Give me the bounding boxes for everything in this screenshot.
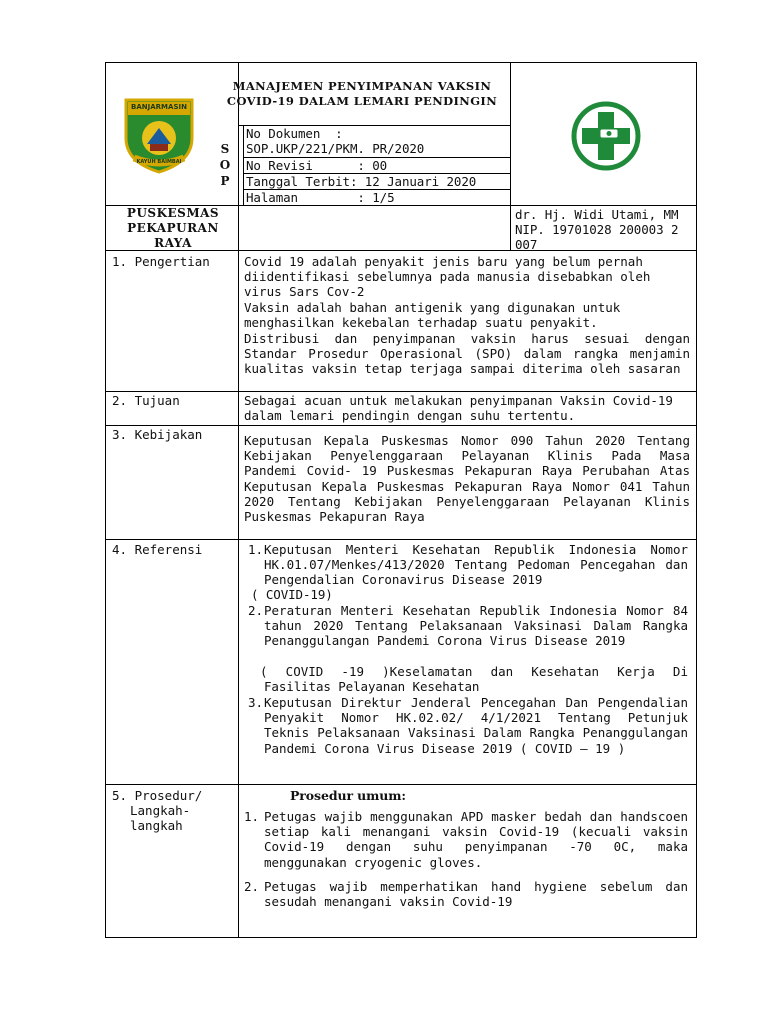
puskesmas-logo: [568, 100, 644, 172]
pengertian-paragraph-3: Distribusi dan penyimpanan vaksin harus sesuai dengan Standar Prosedur Operasional (SPO) dalam rangka menjamin kualitas vaksin tetap terjaga sampai diterima oleh sasaran: [244, 331, 690, 377]
section-label-prosedur-3: langkah: [130, 818, 183, 833]
section-label-tujuan: 2. Tujuan: [112, 393, 180, 408]
referensi-number-3: 3.: [248, 695, 264, 710]
header-right-divider: [510, 62, 511, 250]
banjarmasin-logo: [120, 94, 198, 174]
sop-letter-o: O: [219, 158, 231, 172]
prosedur-item-1: Petugas wajib menggunakan APD masker bedah dan handscoen setiap kali menangani vaksin Covid-19 (kecuali vaksin Covid-19 dengan suhu penyimpanan -70 0C, maka menggunakan cryogenic gloves.: [264, 809, 688, 870]
section-label-prosedur-1: 5. Prosedur/: [112, 788, 203, 803]
publish-date: Tanggal Terbit: 12 Januari 2020: [246, 174, 477, 189]
document-title: MANAJEMEN PENYIMPANAN VAKSIN COVID-19 DALAM LEMARI PENDINGIN: [226, 79, 498, 108]
pengertian-paragraph-1: Covid 19 adalah penyakit jenis baru yang belum pernah diidentifikasi sebelumnya pada manusia disebabkan oleh virus Sars Cov-2: [244, 254, 651, 300]
prosedur-heading: Prosedur umum:: [290, 788, 406, 803]
pengertian-paragraph-2: Vaksin adalah bahan antigenik yang digunakan untuk menghasilkan kekebalan terhadap suatu penyakit.: [244, 300, 621, 331]
section-label-prosedur-2: Langkah-: [130, 803, 191, 818]
logo-bottom-text: KAYUH BAIMBAI: [136, 159, 182, 165]
doc-number-label: No Dokumen :: [246, 126, 343, 141]
referensi-item-2-extra-2: Fasilitas Pelayanan Kesehatan: [264, 679, 480, 694]
prosedur-item-2: Petugas wajib memperhatikan hand hygiene sebelum dan sesudah menangani vaksin Covid-19: [264, 879, 688, 910]
row-divider-2: [105, 391, 697, 392]
table-border-top: [105, 62, 697, 63]
signer-name: dr. Hj. Widi Utami, MM: [515, 207, 679, 222]
revision-number: No Revisi : 00: [246, 158, 388, 173]
puskesmas-cross-icon: [568, 100, 644, 172]
referensi-item-1-extra: ( COVID-19): [251, 587, 333, 602]
table-border-bottom: [105, 937, 697, 938]
referensi-number-1: 1.: [248, 542, 264, 557]
sop-letter-p: P: [220, 174, 230, 188]
row-divider-5: [105, 784, 697, 785]
row-divider-3: [105, 425, 697, 426]
sop-letter-s: S: [220, 142, 230, 156]
page-number: Halaman : 1/5: [246, 190, 395, 205]
referensi-item-2-extra-1: ( COVID -19 )Keselamatan dan Kesehatan Kerja Di: [260, 664, 688, 679]
organization-name: PUSKESMAS PEKAPURAN RAYA: [126, 206, 220, 250]
prosedur-number-2: 2.: [244, 879, 260, 894]
referensi-number-2: 2.: [248, 603, 264, 618]
section-label-pengertian: 1. Pengertian: [112, 254, 210, 269]
section-label-referensi: 4. Referensi: [112, 542, 203, 557]
section-label-kebijakan: 3. Kebijakan: [112, 427, 203, 442]
referensi-item-2: Peraturan Menteri Kesehatan Republik Indonesia Nomor 84 tahun 2020 Tentang Pelaksanaan Vaksinasi Dalam Rangka Penanggulangan Pandemi Corona Virus Disease 2019: [264, 603, 688, 649]
kebijakan-text: Keputusan Kepala Puskesmas Nomor 090 Tahun 2020 Tentang Kebijakan Penyelenggaraan Pelayanan Klinis Pada Masa Pandemi Covid- 19 Puskesmas Pekapuran Raya Perubahan Atas Keputusan Kepala Puskesmas Pekapuran Raya Nomor 041 Tahun 2020 Tentang Kebijakan Penyelenggaraan Pelayanan Klinis Puskesmas Pekapuran Raya: [244, 433, 690, 525]
table-border-right: [696, 62, 697, 938]
prosedur-number-1: 1.: [244, 809, 260, 824]
column-divider: [238, 62, 239, 938]
doc-number-value: SOP.UKP/221/PKM. PR/2020: [246, 141, 425, 156]
referensi-item-3: Keputusan Direktur Jenderal Pencegahan Dan Pengendalian Penyakit Nomor HK.02.02/ 4/1/2021 Tentang Petunjuk Teknis Pelaksanaan Vaksinasi Dalam Rangka Penanggulangan Pandemi Corona Virus Disease 2019 ( COVID – 19 ): [264, 695, 688, 756]
logo-top-text: BANJARMASIN: [131, 103, 187, 111]
signer-nip-line-2: 007: [515, 237, 538, 252]
table-border-left: [105, 62, 106, 938]
referensi-item-1: Keputusan Menteri Kesehatan Republik Indonesia Nomor HK.01.07/Menkes/413/2020 Tentang Pedoman Pencegahan dan Pengendalian Coronavirus Disease 2019: [264, 542, 688, 588]
sop-letter-divider: [243, 125, 244, 205]
row-divider-4: [105, 539, 697, 540]
tujuan-text: Sebagai acuan untuk melakukan penyimpanan Vaksin Covid-19 dalam lemari pendingin dengan suhu tertentu.: [244, 393, 673, 424]
signer-nip-line-1: NIP. 19701028 200003 2: [515, 222, 679, 237]
